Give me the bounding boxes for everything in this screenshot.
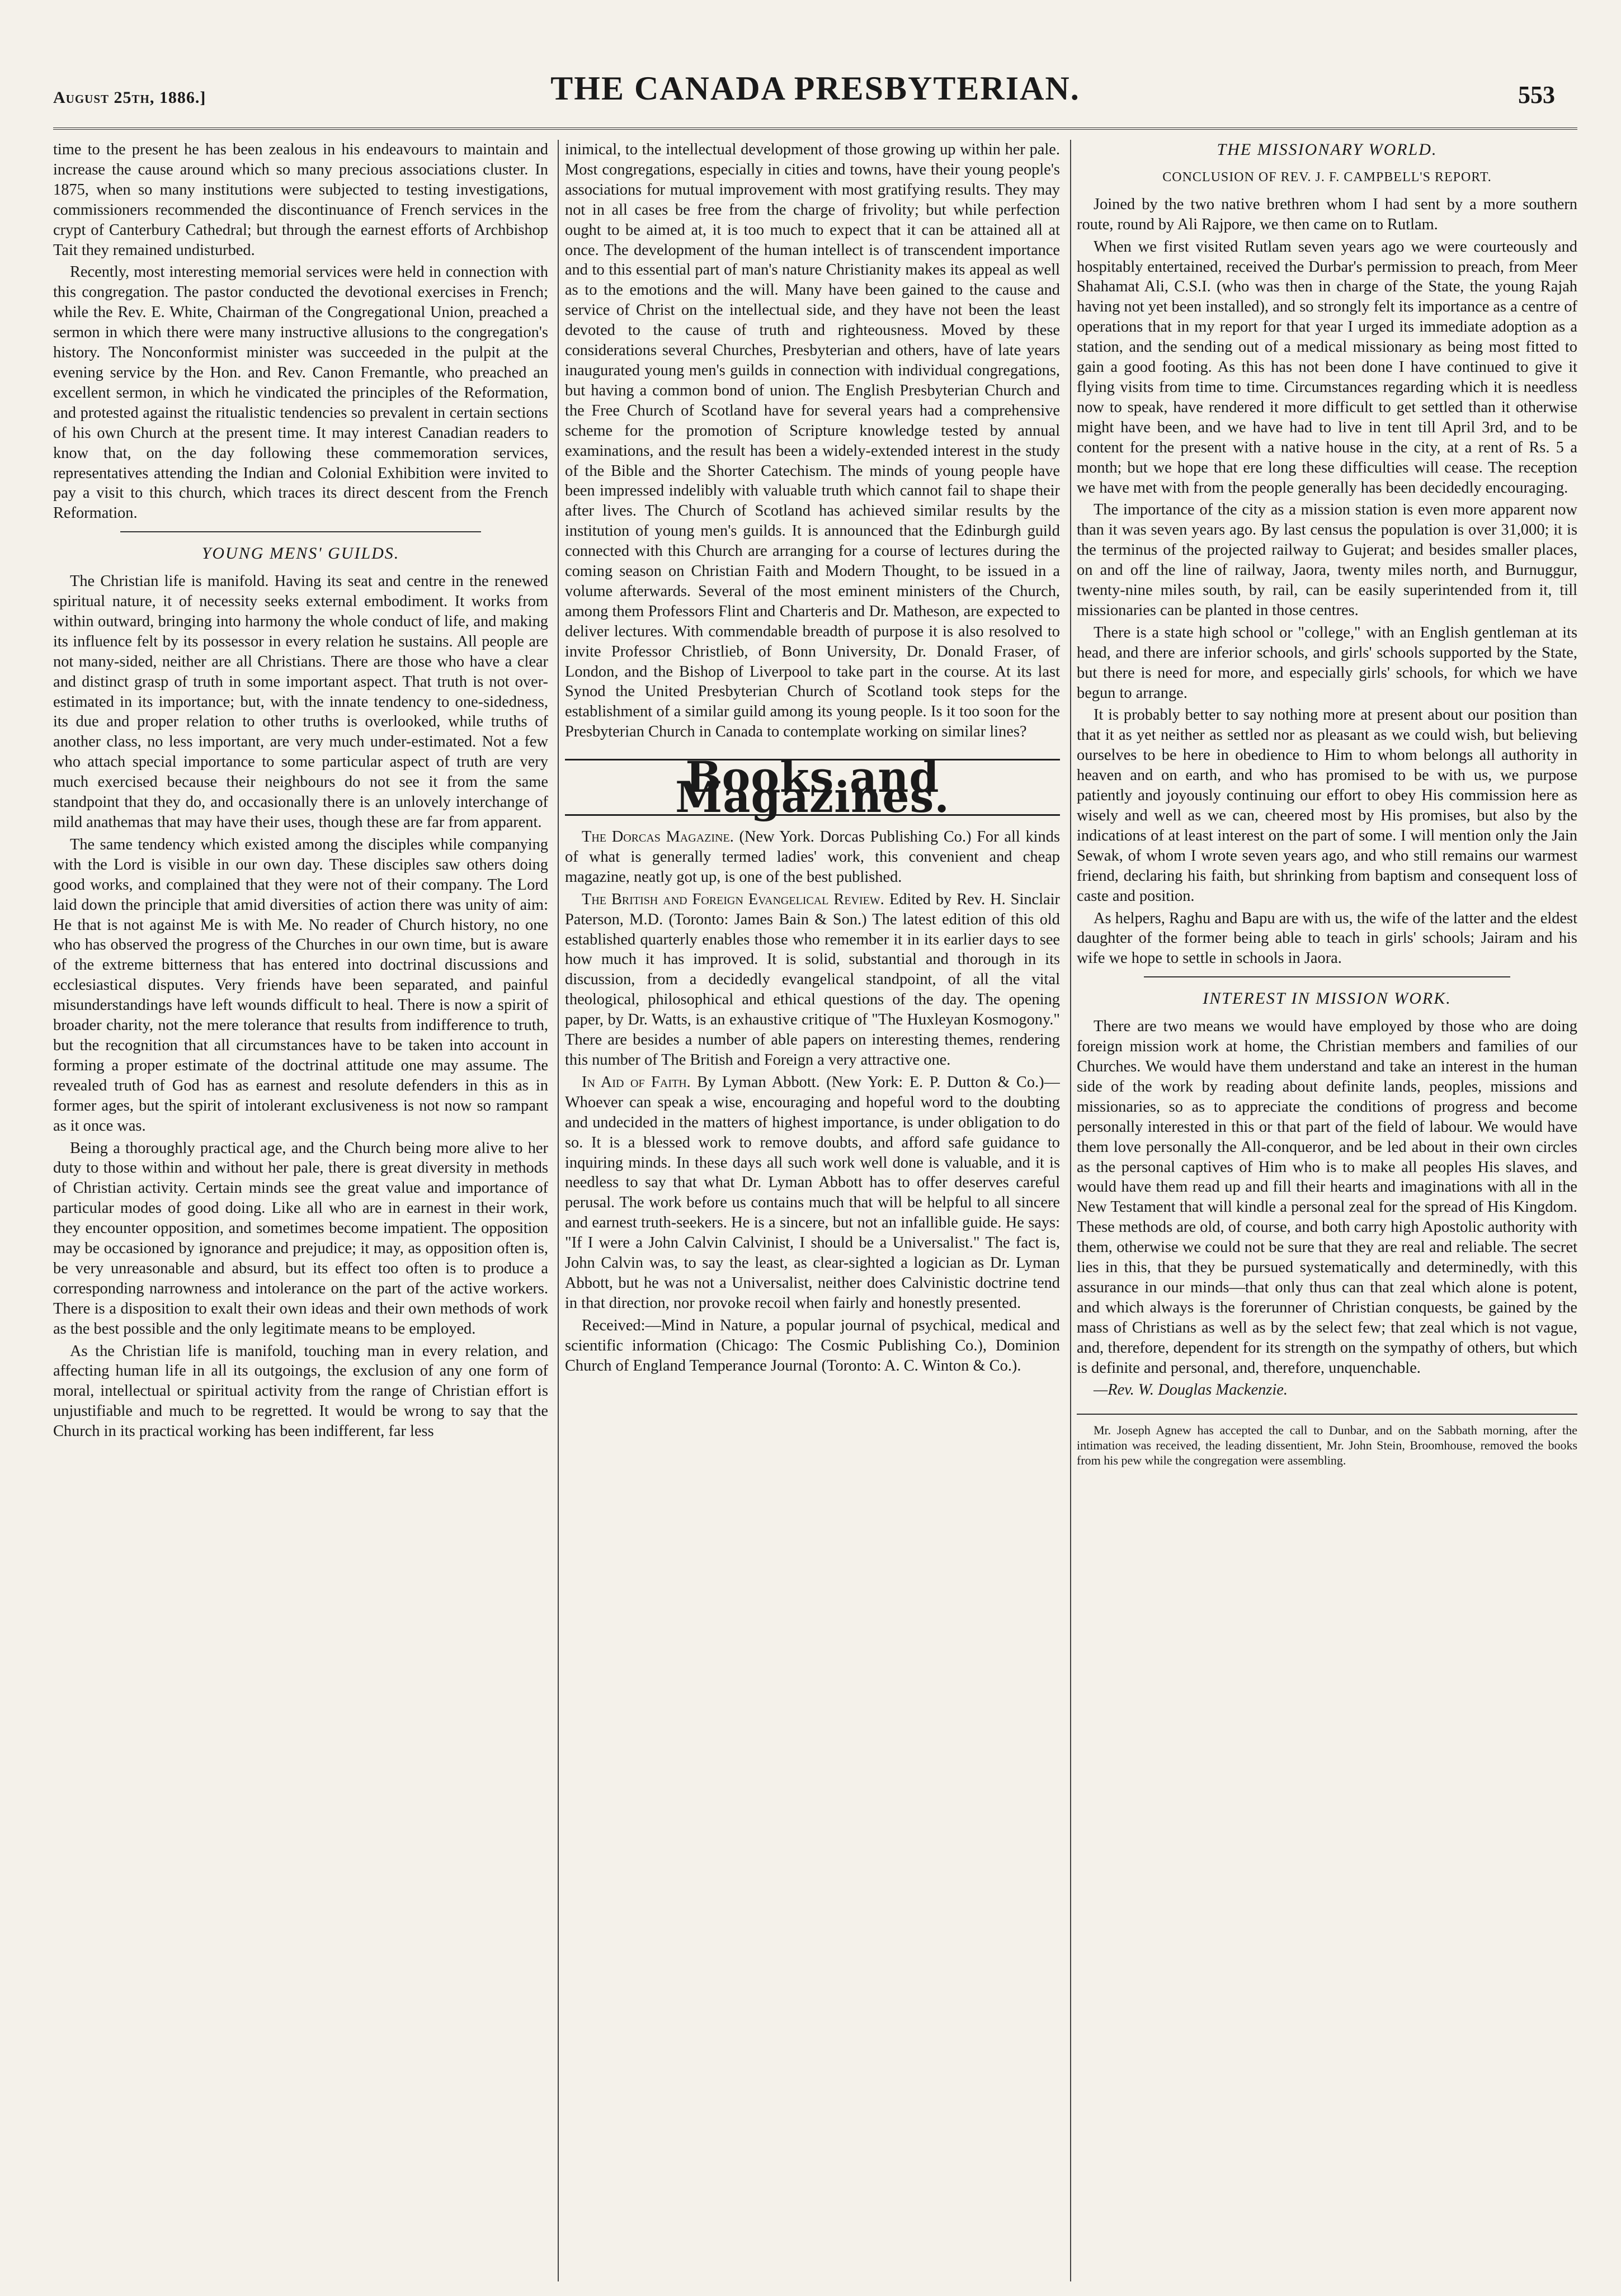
column-divider bbox=[1070, 140, 1071, 2281]
newspaper-page bbox=[53, 67, 1577, 2281]
review-text: By Lyman Abbott. (New York: E. P. Dutton & Co.)—Whoever can speak a wise, encouraging and hopeful word to the doubting and undecided in the matters of highest importance, is under obligation to do so. It is a blessed work to remove doubts, and afford safe guidance to inquiring minds. In these days all such work well done is valuable, and it is needless to say that what Dr. Lyman Abbott has to offer deserves careful perusal. The work before us contains much that will be helpful to all sincere and earnest truth-seekers. He is a sincere, but not an infallible guide. He says: "If I were a John Calvin Calvinist, I should be a Universalist." The fact is, John Calvin was, to say the least, as clear-sighted a logician as Dr. Lyman Abbott, but he was not a Universalist, neither does Calvinistic doctrine tend in that direction, nor provoke recoil when fairly and honestly presented. bbox=[565, 1073, 1060, 1312]
review-text: (New York. Dorcas Publishing Co.) For all kinds of what is generally termed ladies' work, this convenient and cheap magazine, neatly got up, is one of the best published. bbox=[565, 828, 1060, 886]
article-paragraph: The same tendency which existed among the disciples while companying with the Lord is visible in our own day. These disciples saw others doing good works, and complained that they were not of their company. The Lord laid down the principle that amid diversities of action there was unity of aim: He that is not against Me is with Me. No reader of Church history, no one who has observed the progress of the Churches in our own time, but is aware of the extreme bitterness that has entered into doctrinal discussions and ecclesiastical disputes. Very friends have been separated, and painful misunderstandings have left wounds difficult to heal. There is now a spirit of broader charity, not the mere tolerance that results from indifference to truth, but the recognition that all circumstances have to be taken into account in forming a proper estimate of the doctrinal attitude one may assume. The revealed truth of God has as earnest and resolute defenders in this as in former ages, but the spirit of intolerant exclusiveness is not now so rampant as it once was. bbox=[53, 835, 548, 1135]
review-title: The Dorcas Magazine. bbox=[582, 828, 734, 845]
column-divider bbox=[558, 140, 559, 2281]
masthead-rule bbox=[53, 127, 1577, 130]
article-paragraph: The Christian life is manifold. Having its seat and centre in the renewed spiritual nature, it of necessity seeks external embodiment. It works from within outward, bringing into harmony the whole conduct of life, and making its influence felt by its possessor in every relation he sustains. All people are not many-sided, neither are all Christians. There are those who have a clear and distinct grasp of truth in some important aspect. That truth is not over-estimated in its importance; but, with the innate tendency to one-sidedness, its due and proper relation to other truths is overlooked, while truths of another class, no less important, are very much under-estimated. Not a few who attach special importance to some particular aspect of truth are very much exercised because their neighbours do not see it from the same standpoint that they do, and occasionally there is an unlovely interchange of mild anathemas that may have their uses, though these are far from apparent. bbox=[53, 573, 548, 831]
received-notice: Received:—Mind in Nature, a popular journal of psychical, medical and scientific information (Chicago: The Cosmic Publishing Co.), Dominion Church of England Temperance Journal (Toronto: A. C. Winton & Co.). bbox=[565, 1316, 1060, 1374]
report-subheading: CONCLUSION OF REV. J. F. CAMPBELL'S REPORT. bbox=[1162, 169, 1492, 185]
article-paragraph: There are two means we would have employed by those who are doing foreign mission work at home, the Christian members and families of our Churches. We would have them understand and take an interest in the human side of the work by reading about definite lands, peoples, missions and missionaries, so as to appreciate the conditions of progress and become personally interested in this or that part of the field of labour. We would have them love personally the All-conqueror, and be led about in their own circles as the personal captives of Him who is to make all peoples His slaves, and would have them read up and fill their hearts and imaginations with all in the New Testament that will kindle a personal zeal for the spread of His Kingdom. These methods are old, of course, and both carry high Apostolic authority with them, otherwise we could not be sure that they are real and reliable. The secret lies in this, that they be pursued systematically and determinedly, with this assurance in our minds—that only thus can that zeal which alone is potent, and which always is the forerunner of Christian conquests, be gained by the mass of Christians as well as by the select few; that zeal which is not vague, and, therefore, dependent for its strength on the sympathy of others, but which is definite and personal, and, therefore, unquenchable. bbox=[1077, 1018, 1577, 1377]
article-paragraph: It is probably better to say nothing more at present about our position than that it as yet neither as settled nor as pleasant as we could wish, but believing ourselves to be here in obedience to Him to whom belongs all authority in heaven and on earth, and who has promised to be with us, we purpose patiently and joyously continuing our effort to obey His commission here as wisely and well as we can, cheered most by His promises, but also by the indications of at least interest on the part of some. I will mention only the Jain Sewak, of whom I wrote seven years ago, and who still remains our warmest friend, declaring his faith, but shrinking from baptism and consequent loss of caste and position. bbox=[1077, 706, 1577, 905]
article-signature: —Rev. W. Douglas Mackenzie. bbox=[1094, 1381, 1288, 1399]
review-title: In Aid of Faith. bbox=[582, 1073, 691, 1091]
section-heading-interest-in-mission-work: INTEREST IN MISSION WORK. bbox=[1203, 989, 1452, 1008]
newspaper-title: THE CANADA PRESBYTERIAN. bbox=[550, 70, 1080, 107]
page-number: 553 bbox=[1518, 81, 1555, 108]
article-paragraph: As the Christian life is manifold, touching man in every relation, and affecting human life in all its outgoings, the exclusion of any one form of moral, intellectual or spiritual activity from the range of Christian effort is unjustifiable and much to be regretted. It would be wrong to say that the Church in its practical working has been indifferent, far less bbox=[53, 1342, 548, 1440]
section-banner-books-and-magazines: Books and Magazines. bbox=[565, 759, 1060, 816]
article-paragraph: Joined by the two native brethren whom I had sent by a more southern route, round by Ali Rajpore, we then came on to Rutlam. bbox=[1077, 195, 1577, 233]
issue-date: August 25th, 1886.] bbox=[53, 88, 206, 107]
article-paragraph: As helpers, Raghu and Bapu are with us, the wife of the latter and the eldest daughter of the former being able to teach in girls' schools; Jairam and his wife we hope to settle in schools in Jaora. bbox=[1077, 909, 1577, 967]
book-review bbox=[565, 1073, 1060, 1314]
masthead bbox=[53, 67, 1577, 119]
church-notice: Mr. Joseph Agnew has accepted the call to Dunbar, and on the Sabbath morning, after the intimation was received, the leading dissentient, Mr. John Stein, Broomhouse, removed the books from his pew while the congregation were assembling. bbox=[1077, 1414, 1577, 1468]
section-heading-young-mens-guilds: YOUNG MENS' GUILDS. bbox=[201, 544, 400, 563]
section-rule bbox=[120, 531, 481, 532]
book-review bbox=[565, 890, 1060, 1070]
review-title: The British and Foreign Evangelical Review. bbox=[582, 890, 884, 908]
article-paragraph: The importance of the city as a mission station is even more apparent now than it was seven years ago. By last census the population is over 31,000; it is the terminus of the projected railway to Gujerat; and besides smaller places, on and off the line of railway, Jaora, twenty miles north, and Burnuggur, twenty-nine miles south, by rail, can be easily superintended from it, till missionaries can be planted in those centres. bbox=[1077, 501, 1577, 619]
column-3 bbox=[1077, 140, 1577, 2281]
book-review bbox=[565, 827, 1060, 887]
article-paragraph: Recently, most interesting memorial services were held in connection with this congregation. The pastor conducted the devotional exercises in French; while the Rev. E. White, Chairman of the Congregational Union, preached a sermon in which there were many instructive allusions to the congregation's history. The Nonconformist minister was succeeded in the pulpit at the evening service by the Hon. and Rev. Canon Fremantle, who preached an excellent sermon, in which he vindicated the principles of the Reformation, and protested against the ritualistic tendencies so prevalent in certain sections of his own Church at the present time. It may interest Canadian readers to know that, on the day following these commemoration services, representatives attending the Indian and Colonial Exhibition were invited to pay a visit to this church, which traces its direct descent from the French Reformation. bbox=[53, 263, 548, 522]
section-rule bbox=[1144, 976, 1510, 977]
column-2 bbox=[565, 140, 1060, 2281]
column-1 bbox=[53, 140, 548, 2281]
article-paragraph: time to the present he has been zealous in his endeavours to maintain and increase the cause around which so many precious associations cluster. In 1875, when so many institutions were subjected to testing investigations, commissioners recommended the discontinuance of French services in the crypt of Canterbury Cathedral; but through the earnest efforts of Archbishop Tait they remained undisturbed. bbox=[53, 141, 548, 259]
article-paragraph: Being a thoroughly practical age, and the Church being more alive to her duty to those within and without her pale, there is great diversity in methods of Christian activity. Certain minds see the great value and importance of particular modes of good doing. Like all who are in earnest in their work, they encounter opposition, and sometimes become impatient. The opposition may be occasioned by ignorance and prejudice; it may, as opposition often is, be very unreasonable and absurd, but its effect too often is to produce a corresponding narrowness and intolerance on the part of the active workers. There is a disposition to exalt their own ideas and their own methods of work as the best possible and the only legitimate means to be employed. bbox=[53, 1139, 548, 1338]
section-heading-missionary-world: THE MISSIONARY WORLD. bbox=[1217, 140, 1438, 159]
article-paragraph: inimical, to the intellectual development of those growing up within her pale. Most congregations, especially in cities and towns, have their young people's associations for mutual improvement with most gratifying results. They may not in all cases be free from the charge of frivolity; but while perfection ought to be aimed at, it is too much to expect that it can be attained all at once. The development of the human intellect is of transcendent importance and to this essential part of man's nature Christianity makes its appeal as well as to the emotions and the will. Many have been gained to the cause and service of Christ on the intellectual side, and they have not been the least devoted to the cause of truth and righteousness. Moved by these considerations several Churches, Presbyterian and others, have of late years inaugurated young men's guilds in connection with individual congregations, but having a common bond of union. The English Presbyterian Church and the Free Church of Scotland have for several years had a comprehensive scheme for the promotion of Scripture knowledge tested by annual examinations, and the result has been a widely-extended interest in the study of the Bible and the Shorter Catechism. The minds of young people have been impressed indelibly with valuable truth which cannot fail to shape their after lives. The Church of Scotland has achieved similar results by the institution of young men's guilds. It is announced that the Edinburgh guild connected with this Church are arranging for a course of lectures during the coming season on Christian Faith and Modern Thought, to be issued in a volume afterwards. Several of the most eminent ministers of the Church, among them Professors Flint and Charteris and Dr. Matheson, are expected to deliver lectures. With commendable breadth of purpose it is also resolved to invite Professor Christlieb, of Bonn University, Dr. Donald Fraser, of London, and the Bishop of Liverpool to take part in the course. At its last Synod the United Presbyterian Church of Scotland took steps for the establishment of a similar guild among its young people. Is it too soon for the Presbyterian Church in Canada to contemplate working on similar lines? bbox=[565, 141, 1060, 741]
article-paragraph: There is a state high school or "college," with an English gentleman at its head, and there are inferior schools, and girls' schools supported by the State, but there is need for more, and especially girls' schools, for which we have begun to arrange. bbox=[1077, 623, 1577, 702]
review-text: Edited by Rev. H. Sinclair Paterson, M.D. (Toronto: James Bain & Son.) The latest edition of this old established quarterly enables those who remember it in its earlier days to see how much it has improved. It is solid, substantial and thorough in its discussion, from a decidedly evangelical standpoint, of all the vital theological, philosophical and ethical questions of the day. The opening paper, by Dr. Watts, is an exhaustive critique of "The Huxleyan Kosmogony." There are besides a number of able papers on interesting themes, rendering this number of The British and Foreign a very attractive one. bbox=[565, 890, 1060, 1069]
article-paragraph: When we first visited Rutlam seven years ago we were courteously and hospitably entertained, received the Durbar's permission to preach, from Meer Shahamat Ali, C.S.I. (who was then in charge of the State, the young Rajah having not yet been installed), and so strongly felt its importance as a centre of operations that in my report for that year I urged its immediate adoption as a station, and the sending out of a medical missionary as being most fitted to gain a good footing. As this has not been done I have continued to give it flying visits from time to time. Circumstances regarding which it is needless now to speak, have rendered it more difficult to get settled than it otherwise might have been, and we have had to live in tent till April 3rd, and to be content for the present with a native house in the city, at a rent of Rs. 5 a month; but we hope that ere long these difficulties will cease. The reception we have met with from the people generally has been decidedly encouraging. bbox=[1077, 238, 1577, 497]
